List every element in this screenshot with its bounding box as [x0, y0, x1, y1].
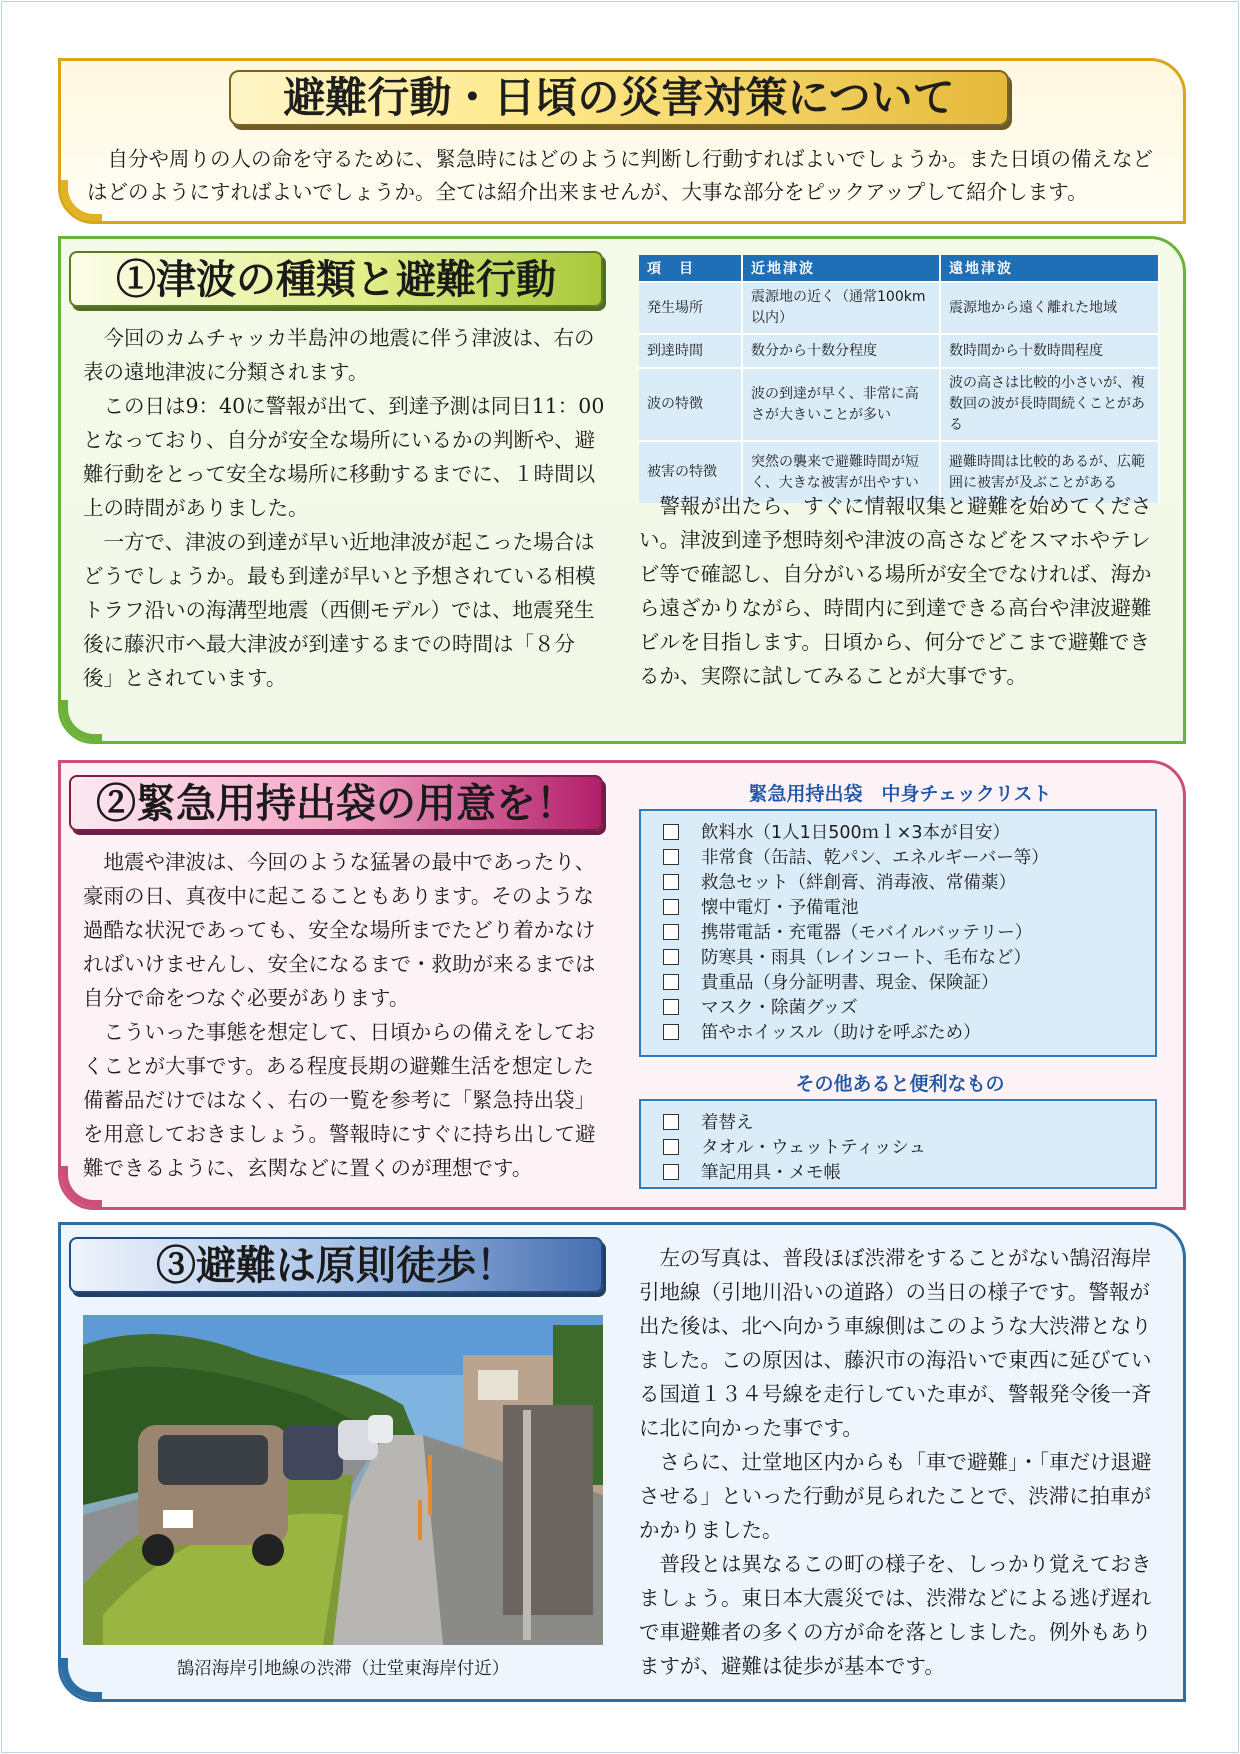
checklist-item-label: 救急セット（絆創膏、消毒液、常備薬） [701, 873, 1016, 893]
tsunami-right-text [639, 489, 1161, 693]
checklist-item [663, 871, 1155, 896]
checklist-item-label: タオル・ウェットティッシュ [701, 1138, 927, 1158]
table-cell: 震源地の近く（通常100km以内） [742, 282, 940, 334]
checklist-title: 緊急用持出袋 中身チェックリスト [748, 783, 1052, 805]
paragraph: 普段とは異なるこの町の様子を、しっかり覚えておきましょう。東日本大震災では、渋滞などによる逃げ遅れで車避難者の多くの方が命を落としました。例外もありますが、避難は徒歩が基本です。 [639, 1552, 1152, 1678]
main-title: 避難行動・日頃の災害対策について [229, 70, 1009, 126]
table-cell: 到達時間 [639, 334, 742, 368]
checkbox-icon [663, 974, 679, 990]
paragraph: 今回のカムチャッカ半島沖の地震に伴う津波は、右の表の遠地津波に分類されます。 [83, 326, 595, 384]
checkbox-icon [663, 1114, 679, 1130]
checkbox-icon [663, 874, 679, 890]
checklist [639, 809, 1157, 1057]
table-cell: 数分から十数分程度 [742, 334, 940, 368]
checkbox-icon [663, 824, 679, 840]
paragraph: 地震や津波は、今回のような猛暑の最中であったり、豪雨の日、真夜中に起こることもあります。そのような過酷な状況であっても、安全な場所までたどり着かなければいけませんし、安全になるまで・救助が来るまでは自分で命をつなぐ必要があります。 [83, 850, 596, 1010]
checklist-item [663, 821, 1155, 846]
paragraph: 警報が出たら、すぐに情報収集と避難を始めてください。津波到達予想時刻や津波の高さなどをスマホやテレビ等で確認し、自分がいる場所が安全でなければ、海から遠ざかりながら、時間内に到達できる高台や津波避難ビルを目指します。日頃から、何分でどこまで避難できるか、実際に試してみることが大事です。 [639, 494, 1152, 688]
checklist-item-label: 非常食（缶詰、乾パン、エネルギーバー等） [701, 848, 1049, 868]
intro-text: 自分や周りの人の命を守るために、緊急時にはどのように判断し行動すればよいでしょうか。また日頃の備えなどはどのようにすればよいでしょうか。全ては紹介出来ませんが、大事な部分をピックアップして紹介します。 [87, 147, 1153, 204]
others-list [639, 1099, 1157, 1189]
section-title: ②緊急用持出袋の用意を！ [69, 775, 603, 831]
table-cell: 波の特徴 [639, 368, 742, 441]
tsunami-left-text [83, 321, 605, 695]
checklist-item-label: 携帯電話・充電器（モバイルバッテリー） [701, 923, 1033, 943]
checklist-item-label: 防寒具・雨具（レインコート、毛布など） [701, 948, 1032, 968]
paragraph: 左の写真は、普段ほぼ渋滞をすることがない鵠沼海岸引地線（引地川沿いの道路）の当日の様子です。警報が出た後は、北へ向かう車線側はこのような大渋滞となりました。この原因は、藤沢市の海沿いで東西に延びている国道１３４号線を走行していた車が、警報発令後一斉に北に向かった事です。 [639, 1246, 1152, 1440]
table-cell: 波の高さは比較的小さいが、複数回の波が長時間続くことがある [940, 368, 1159, 441]
table-header: 項 目 [639, 255, 742, 282]
checklist-item-label: 貴重品（身分証明書、現金、保険証） [701, 973, 999, 993]
checklist-item-label: 着替え [701, 1113, 754, 1133]
checkbox-icon [663, 1139, 679, 1155]
section-title: ①津波の種類と避難行動 [69, 251, 603, 307]
checklist-item [663, 1136, 1155, 1161]
tsunami-section [58, 236, 1186, 744]
table-cell: 震源地から遠く離れた地域 [940, 282, 1159, 334]
photo-caption: 鵠沼海岸引地線の渋滞（辻堂東海岸付近） [176, 1659, 510, 1679]
table-header: 遠地津波 [940, 255, 1159, 282]
checklist-item-label: 笛やホイッスル（助けを呼ぶため） [701, 1023, 981, 1043]
checkbox-icon [663, 1164, 679, 1180]
table-cell: 発生場所 [639, 282, 742, 334]
checklist-item [663, 996, 1155, 1021]
intro-section [58, 58, 1186, 224]
table-row [639, 282, 1159, 334]
checklist-item [663, 1021, 1155, 1046]
evacuate-on-foot-section [58, 1222, 1186, 1702]
table-header-row [639, 255, 1159, 282]
table-header: 近地津波 [742, 255, 940, 282]
checkbox-icon [663, 899, 679, 915]
table-cell: 波の到達が早く、非常に高さが大きいことが多い [742, 368, 940, 441]
checklist-item [663, 946, 1155, 971]
checklist-item-label: マスク・除菌グッズ [701, 998, 858, 1018]
checkbox-icon [663, 1024, 679, 1040]
checkbox-icon [663, 999, 679, 1015]
table-cell: 数時間から十数時間程度 [940, 334, 1159, 368]
section-title: ③避難は原則徒歩！ [69, 1237, 603, 1293]
table-cell: 被害の特徴 [639, 441, 742, 503]
checklist-item [663, 1161, 1155, 1186]
table-row [639, 368, 1159, 441]
photo-illustration [83, 1315, 603, 1645]
evacuate-right-text [639, 1241, 1161, 1683]
paragraph: こういった事態を想定して、日頃からの備えをしておくことが大事です。ある程度長期の避難生活を想定した備蓄品だけではなく、右の一覧を参考に「緊急持出袋」を用意しておきましょう。警報時にすぐに持ち出して避難できるように、玄関などに置くのが理想です。 [83, 1020, 596, 1180]
checklist-item [663, 846, 1155, 871]
checklist-item [663, 921, 1155, 946]
paragraph: さらに、辻堂地区内からも「車で避難」・「車だけ退避させる」といった行動が見られたことで、渋滞に拍車がかかりました。 [639, 1450, 1152, 1542]
paragraph: この日は9：40に警報が出て、到達予測は同日11：00となっており、自分が安全な場所にいるかの判断や、避難行動をとって安全な場所に移動するまでに、１時間以上の時間がありました。 [83, 394, 605, 520]
checklist-item [663, 971, 1155, 996]
checkbox-icon [663, 849, 679, 865]
checklist-item-label: 筆記用具・メモ帳 [701, 1163, 841, 1183]
checkbox-icon [663, 949, 679, 965]
checklist-item [663, 896, 1155, 921]
checklist-item-label: 飲料水（1人1日500ｍｌ×3本が目安） [701, 823, 1010, 843]
checklist-item-label: 懐中電灯・予備電池 [701, 898, 859, 918]
checkbox-icon [663, 924, 679, 940]
checklist-item [663, 1111, 1155, 1136]
tsunami-table [639, 255, 1160, 503]
emergency-bag-section [58, 760, 1186, 1210]
table-row [639, 334, 1159, 368]
others-title: その他あると便利なもの [795, 1073, 1005, 1095]
traffic-jam-photo [83, 1315, 603, 1645]
table-cell: 突然の襲来で避難時間が短く、大きな被害が出やすい [742, 441, 940, 503]
emergency-left-text [83, 845, 605, 1185]
table-cell: 避難時間は比較的あるが、広範囲に被害が及ぶことがある [940, 441, 1159, 503]
paragraph: 一方で、津波の到達が早い近地津波が起こった場合はどうでしょうか。最も到達が早いと予想されている相模トラフ沿いの海溝型地震（西側モデル）では、地震発生後に藤沢市へ最大津波が到達するまでの時間は「８分後」とされています。 [83, 530, 596, 690]
